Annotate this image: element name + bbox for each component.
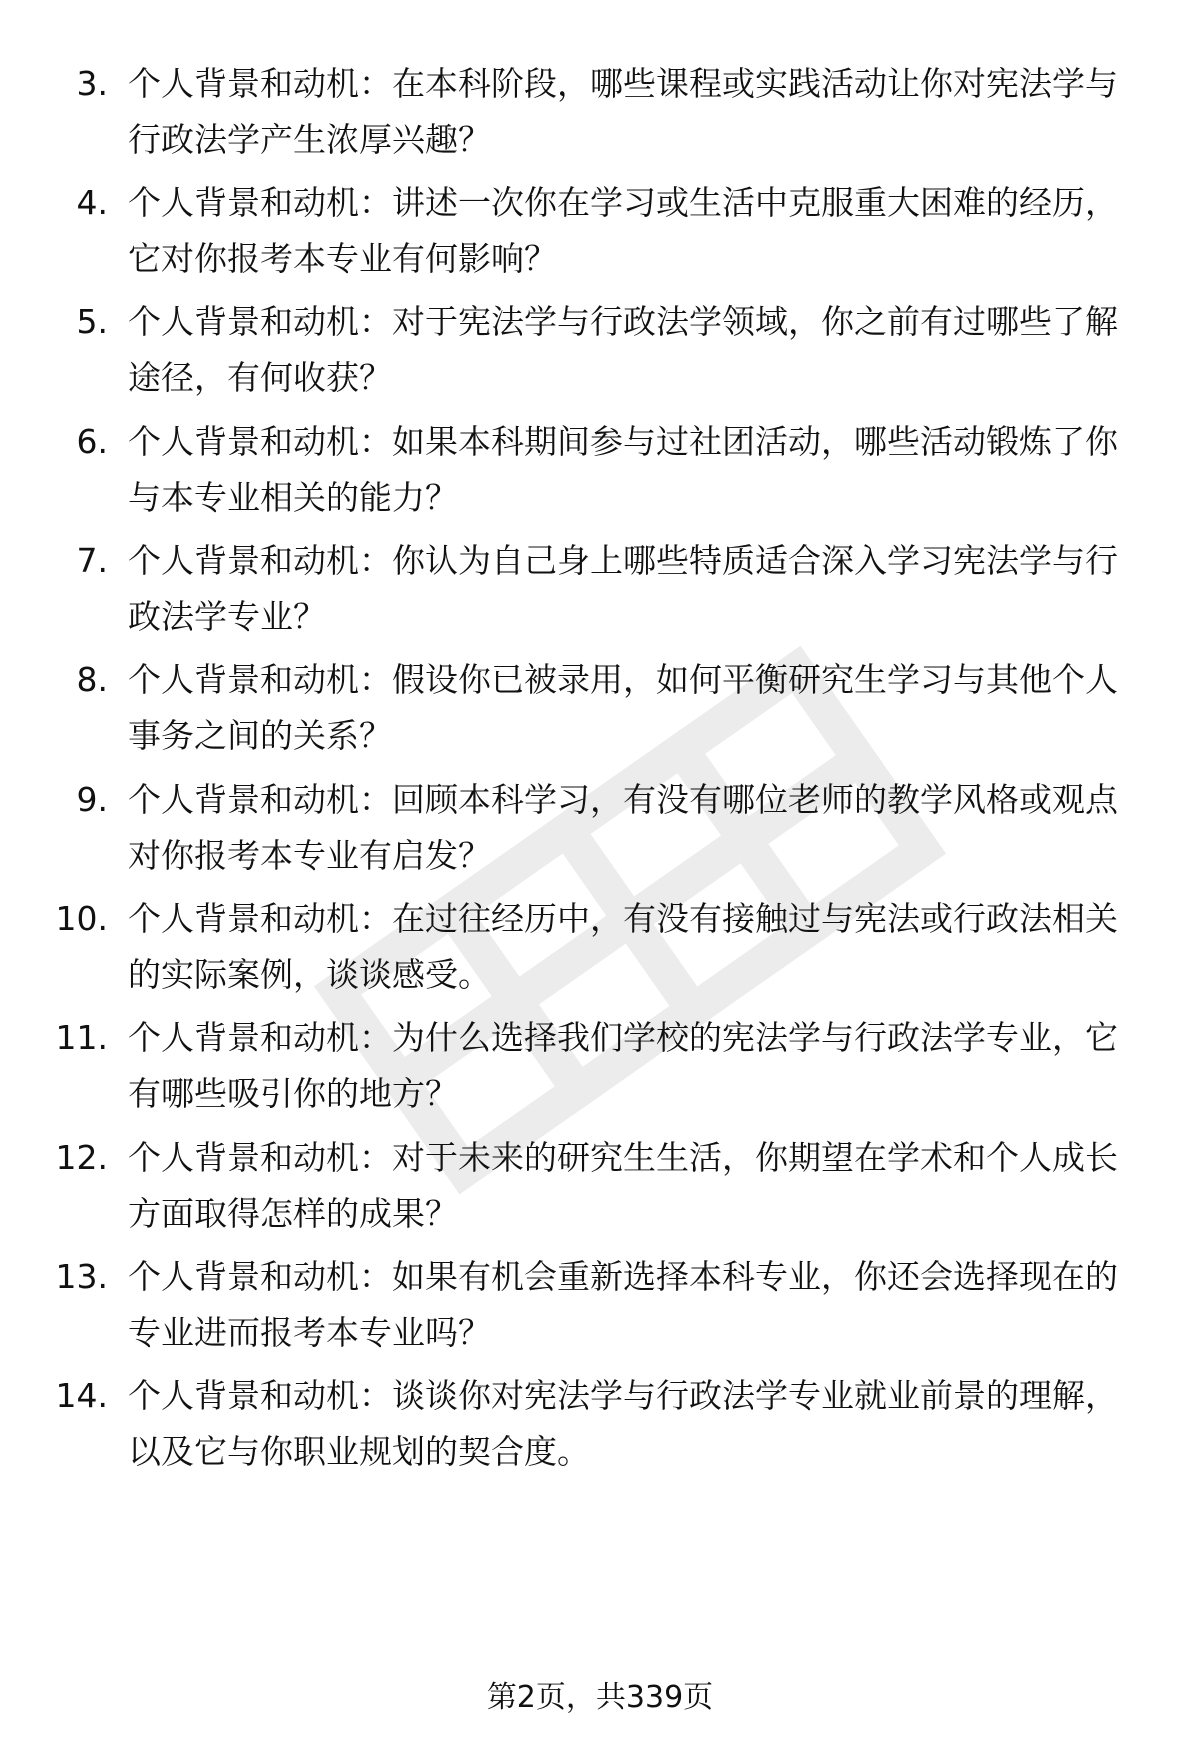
page-number-label: 第2页，共339页 [486, 1680, 714, 1715]
question-text: 个人背景和动机：对于宪法学与行政法学领域，你之前有过哪些了解途径，有何收获？ [128, 302, 1118, 397]
question-text: 个人背景和动机：为什么选择我们学校的宪法学与行政法学专业，它有哪些吸引你的地方？ [128, 1018, 1118, 1113]
question-number: 3. [76, 64, 108, 103]
page-footer [0, 1678, 1200, 1718]
question-number: 11. [55, 1018, 108, 1057]
question-number: 5. [76, 302, 108, 341]
list-item [0, 640, 1200, 770]
question-number: 7. [76, 541, 108, 580]
list-item [0, 1356, 1200, 1486]
question-text: 个人背景和动机：你认为自己身上哪些特质适合深入学习宪法学与行政法学专业？ [128, 541, 1118, 636]
question-number: 13. [55, 1257, 108, 1296]
question-number: 6. [76, 422, 108, 461]
list-item [0, 44, 1200, 174]
question-number: 4. [76, 183, 108, 222]
question-text: 个人背景和动机：如果有机会重新选择本科专业，你还会选择现在的专业进而报考本专业吗？ [128, 1257, 1118, 1352]
question-text: 个人背景和动机：讲述一次你在学习或生活中克服重大困难的经历，它对你报考本专业有何影响？ [128, 183, 1118, 278]
question-text: 个人背景和动机：对于未来的研究生生活，你期望在学术和个人成长方面取得怎样的成果？ [128, 1138, 1118, 1233]
question-number: 10. [55, 899, 108, 938]
question-text: 个人背景和动机：回顾本科学习，有没有哪位老师的教学风格或观点对你报考本专业有启发？ [128, 780, 1118, 875]
list-item [0, 402, 1200, 532]
question-number: 12. [55, 1138, 108, 1177]
list-item [0, 1118, 1200, 1248]
list-item [0, 521, 1200, 651]
list-item [0, 760, 1200, 890]
list-item [0, 879, 1200, 1009]
question-text: 个人背景和动机：在本科阶段，哪些课程或实践活动让你对宪法学与行政法学产生浓厚兴趣？ [128, 64, 1118, 159]
question-number: 8. [76, 660, 108, 699]
list-item [0, 1237, 1200, 1367]
question-text: 个人背景和动机：如果本科期间参与过社团活动，哪些活动锻炼了你与本专业相关的能力？ [128, 422, 1118, 517]
list-item [0, 163, 1200, 293]
question-text: 个人背景和动机：假设你已被录用，如何平衡研究生学习与其他个人事务之间的关系？ [128, 660, 1118, 755]
list-item [0, 998, 1200, 1128]
question-number: 9. [76, 780, 108, 819]
question-text: 个人背景和动机：在过往经历中，有没有接触过与宪法或行政法相关的实际案例，谈谈感受。 [128, 899, 1118, 994]
question-number: 14. [55, 1376, 108, 1415]
list-item [0, 282, 1200, 412]
question-text: 个人背景和动机：谈谈你对宪法学与行政法学专业就业前景的理解，以及它与你职业规划的契合度。 [128, 1376, 1118, 1471]
